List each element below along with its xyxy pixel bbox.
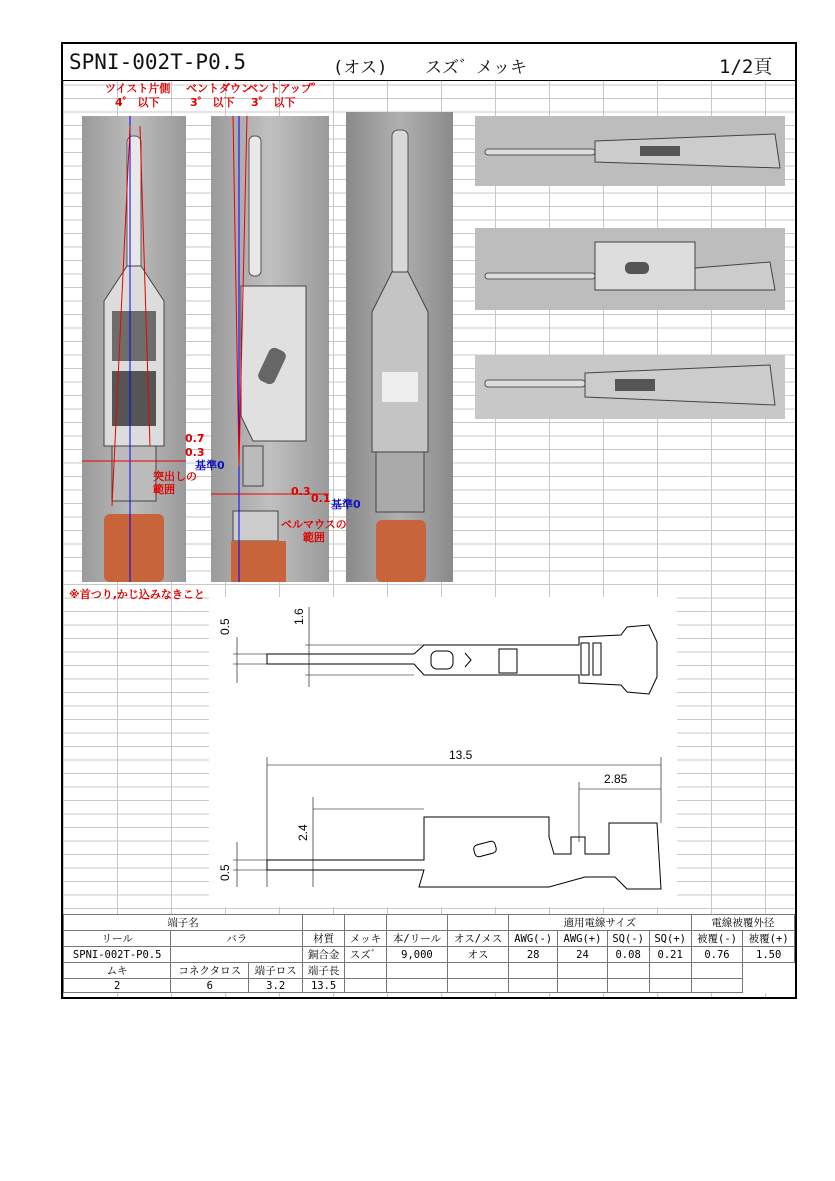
table-cell: 0.76 xyxy=(691,947,743,963)
terminal-side-view-image xyxy=(211,116,329,582)
table-cell: オス/メス xyxy=(447,931,508,947)
protrusion-range-label: 突出しの 範囲 xyxy=(153,470,197,496)
title-block xyxy=(63,44,795,81)
terminal-horizontal-image-2 xyxy=(475,228,785,310)
table-cell: ムキ xyxy=(64,963,171,979)
top-view-dimension-lines xyxy=(233,607,424,687)
dim-length-135: 13.5 xyxy=(449,748,473,762)
applicable-wire-header: 適用電線サイズ xyxy=(509,915,692,931)
table-cell: SQ(-) xyxy=(607,931,649,947)
table-row xyxy=(64,979,795,993)
dim-top-16: 1.6 xyxy=(292,608,306,625)
table-cell: メッキ xyxy=(345,931,387,947)
table-row xyxy=(64,963,795,979)
drawing-sheet xyxy=(61,42,797,999)
table-cell: AWG(+) xyxy=(558,931,607,947)
table-cell: 0.08 xyxy=(607,947,649,963)
dim-03a-label: 0.3 xyxy=(185,446,205,459)
page-number: 1/2頁 xyxy=(719,56,773,78)
table-row xyxy=(64,947,795,963)
table-cell: 銅合金 xyxy=(303,947,345,963)
table-cell: 13.5 xyxy=(303,979,345,993)
dim-01-label: 0.1 xyxy=(311,492,331,505)
table-cell: 2 xyxy=(64,979,171,993)
table-cell: 0.21 xyxy=(649,947,691,963)
table-cell: SPNI-002T-P0.5 xyxy=(64,947,171,963)
table-cell: 1.50 xyxy=(743,947,795,963)
table-cell: 材質 xyxy=(303,931,345,947)
bend-up-label: ベントアップ゜ xyxy=(247,82,323,95)
note-text: ※首つり,かじ込みなきこと xyxy=(69,588,205,601)
side-view-outline xyxy=(267,817,661,889)
table-row xyxy=(64,915,795,931)
dim-03b-label: 0.3 xyxy=(291,485,311,498)
twist-label: ツイスト片側 xyxy=(105,82,171,95)
plating-label: スズ゛メッキ xyxy=(425,58,527,78)
table-row xyxy=(64,931,795,947)
bellmouth-range-label: ベルマウスの 範囲 xyxy=(281,518,347,544)
table-cell: 24 xyxy=(558,947,607,963)
dim-side-05: 0.5 xyxy=(218,864,232,881)
table-cell xyxy=(171,947,303,963)
table-cell: 28 xyxy=(509,947,558,963)
photo-horizontal-middle xyxy=(475,228,785,310)
table-cell: 端子長 xyxy=(303,963,345,979)
terminal-bottom-view-image xyxy=(346,112,453,582)
table-cell: バラ xyxy=(171,931,303,947)
table-cell: 6 xyxy=(171,979,249,993)
table-cell: 本/リール xyxy=(386,931,447,947)
dim-285: 2.85 xyxy=(604,772,628,786)
bend-up-angle: 3゜ 以下 xyxy=(251,96,296,109)
dim-top-05: 0.5 xyxy=(218,618,232,635)
table-cell: オス xyxy=(447,947,508,963)
photo-horizontal-top xyxy=(475,116,785,186)
terminal-horizontal-image-1 xyxy=(475,116,785,186)
gender-label: (オス) xyxy=(333,58,388,78)
bend-down-angle: 3゜ 以下 xyxy=(190,96,235,109)
table-cell: 9,000 xyxy=(386,947,447,963)
photo-horizontal-bottom xyxy=(475,355,785,419)
bend-down-label: ベントダウン xyxy=(186,82,252,95)
technical-drawing xyxy=(209,597,677,907)
table-cell: 3.2 xyxy=(249,979,303,993)
table-cell: リール xyxy=(64,931,171,947)
side-view-dimension-lines xyxy=(233,757,661,887)
terminal-horizontal-image-3 xyxy=(475,355,785,419)
table-cell: SQ(+) xyxy=(649,931,691,947)
table-cell: スズ゛ xyxy=(345,947,387,963)
reference-0-a: 基準0 xyxy=(195,459,225,472)
top-view-outline xyxy=(267,625,657,694)
insulation-od-header: 電線被覆外径 xyxy=(691,915,794,931)
table-cell: 被覆(-) xyxy=(691,931,743,947)
dim-07-label: 0.7 xyxy=(185,432,205,445)
terminal-top-view-image xyxy=(82,116,186,582)
table-cell: 端子ロス xyxy=(249,963,303,979)
spec-table xyxy=(63,914,795,993)
reference-0-b: 基準0 xyxy=(331,498,361,511)
photo-top-view xyxy=(82,116,186,582)
terminal-name-header: 端子名 xyxy=(64,915,303,931)
table-cell: AWG(-) xyxy=(509,931,558,947)
dim-24: 2.4 xyxy=(296,824,310,841)
twist-angle: 4゜ 以下 xyxy=(115,96,160,109)
photo-bottom-view xyxy=(346,112,453,582)
part-number: SPNI-002T-P0.5 xyxy=(69,50,247,74)
table-cell: 被覆(+) xyxy=(743,931,795,947)
photo-side-view xyxy=(211,116,329,582)
table-cell: コネクタロス xyxy=(171,963,249,979)
